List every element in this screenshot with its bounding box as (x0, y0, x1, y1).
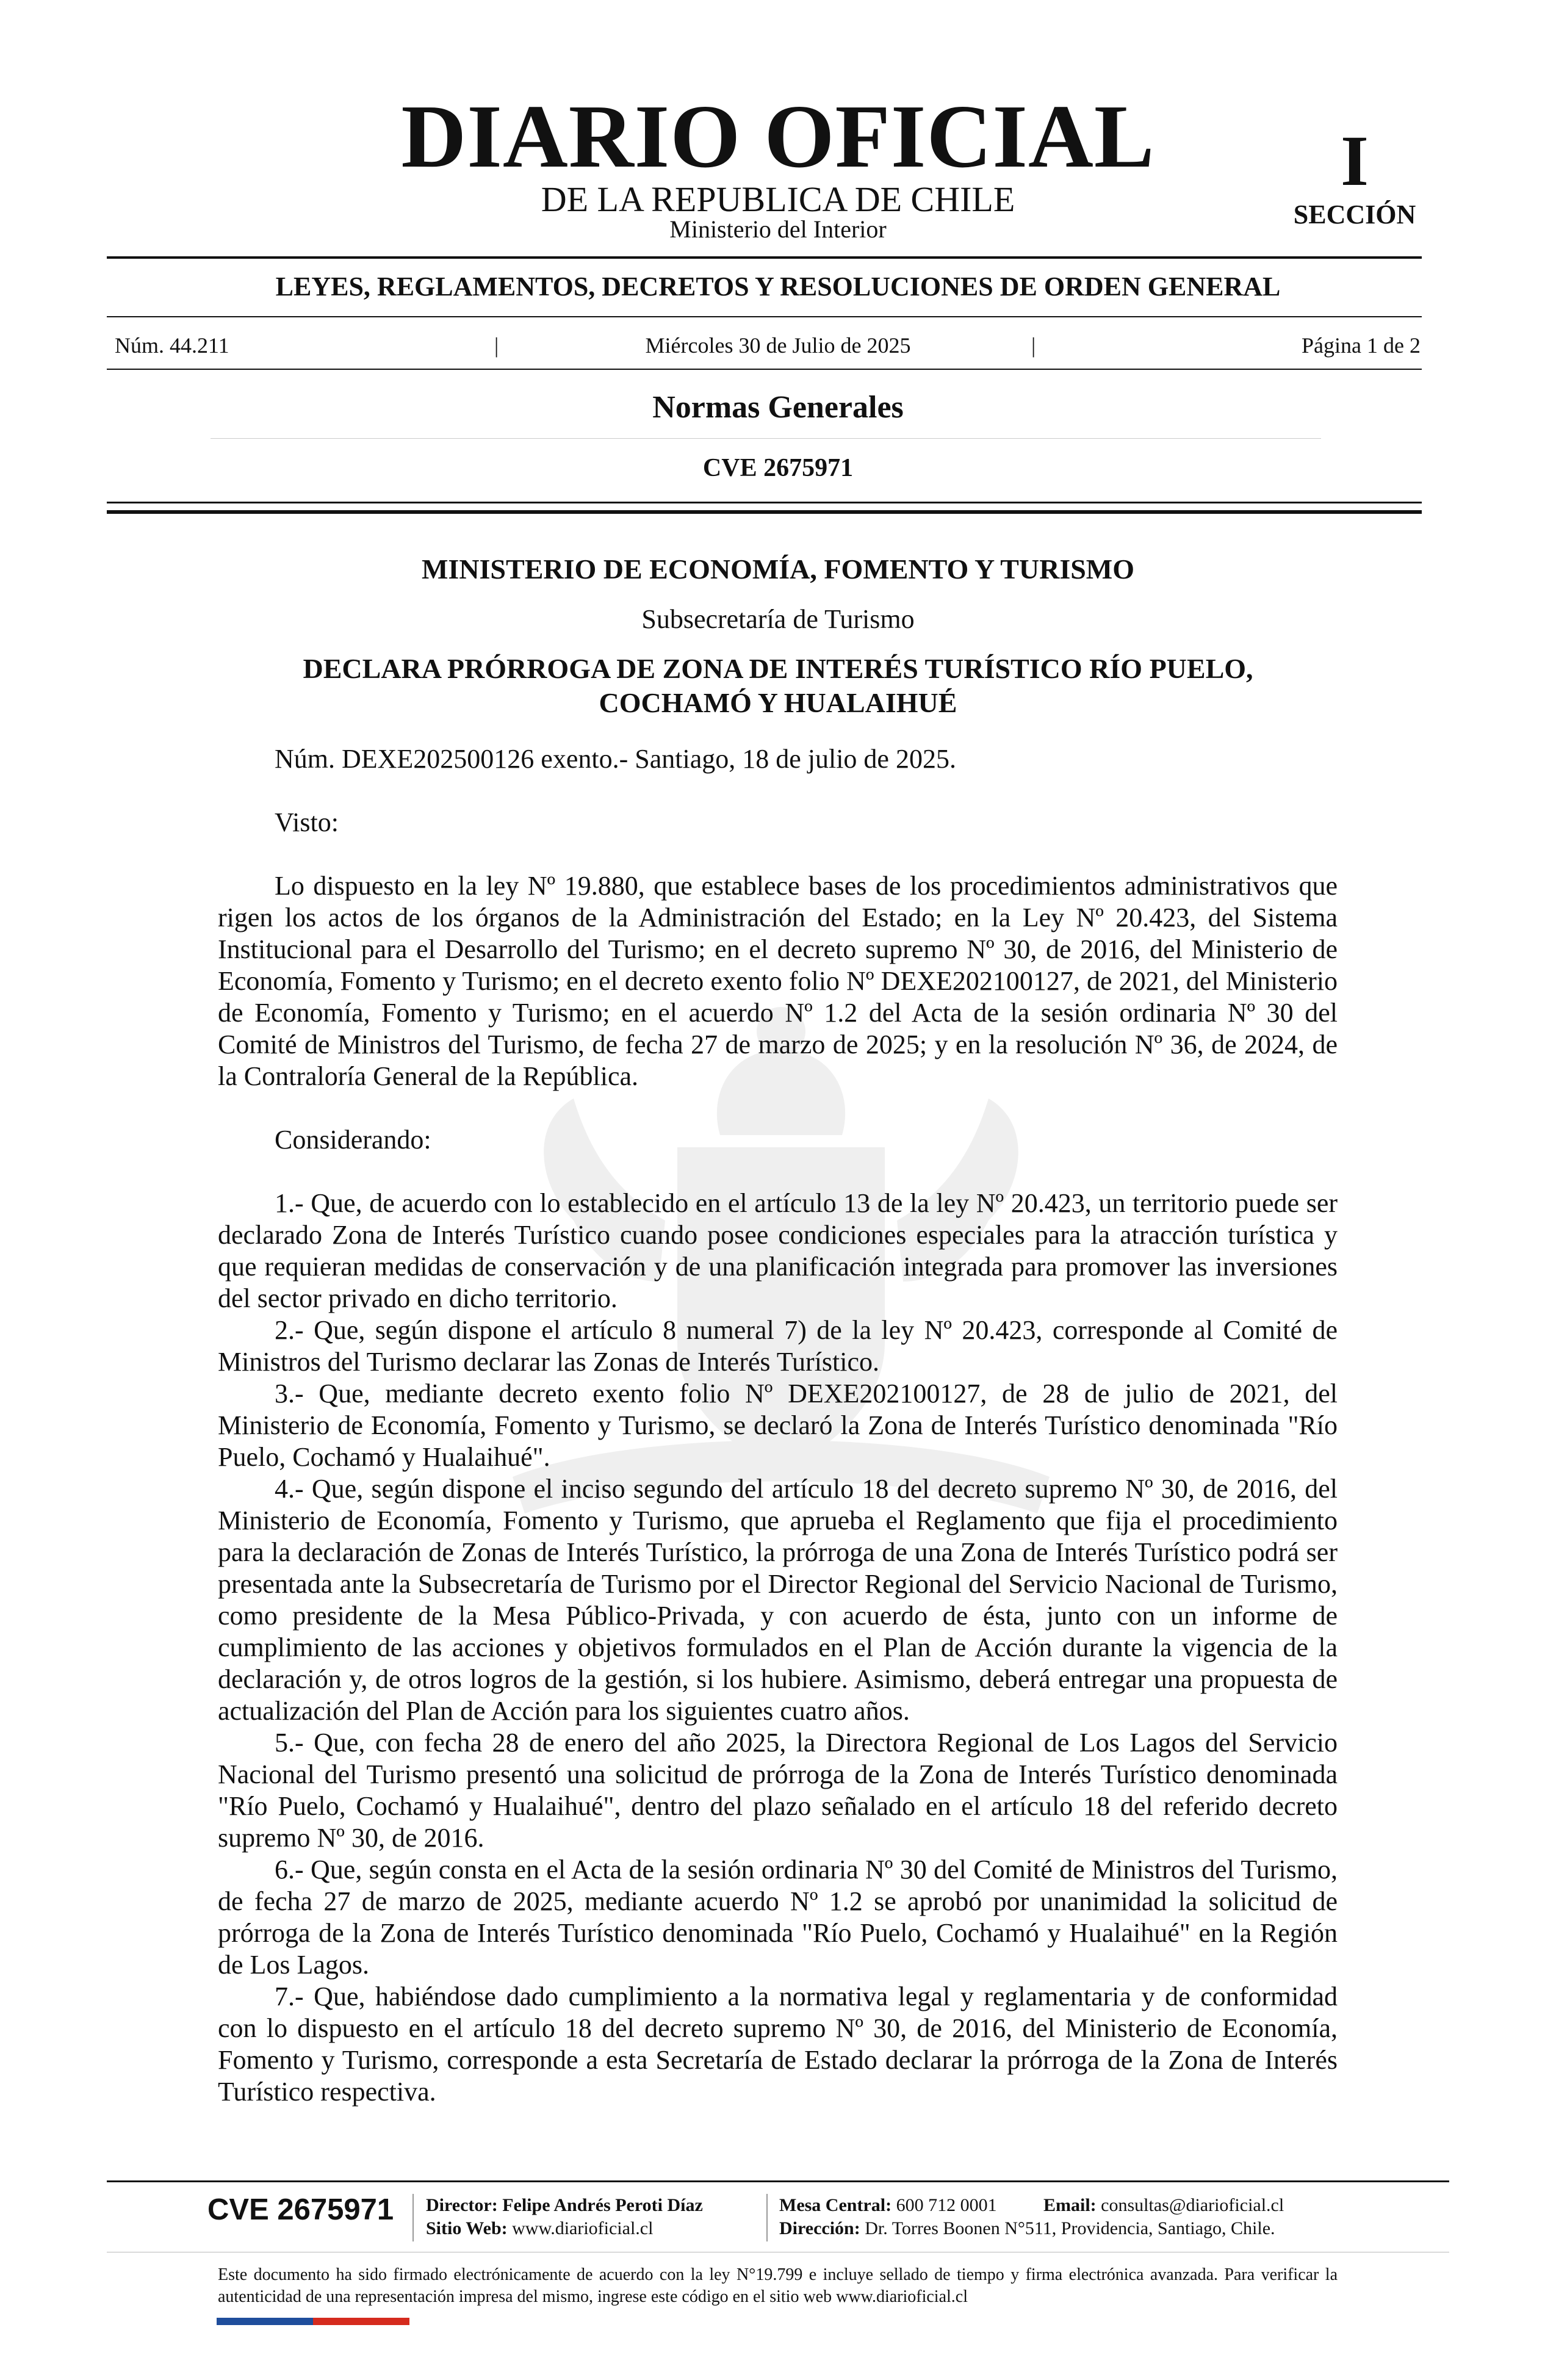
ministry-name: MINISTERIO DE ECONOMÍA, FOMENTO Y TURISMO (421, 554, 1134, 585)
visto-label: Visto: (275, 807, 339, 837)
address-label: Dirección: (779, 2218, 860, 2238)
considerando-item: 7.- Que, habiéndose dado cumplimiento a la normativa legal y reglamentaria y de conformidad con lo dispuesto en el artículo 18 del decreto supremo Nº 30, de 2016, del Ministerio de Economía, Fomento y Turismo, corresponde a esta Secretaría de Estado declarar la prórroga de la Zona de Interés Turístico respectiva. (218, 1982, 1338, 2107)
meta-separator: | (1031, 333, 1036, 358)
footer-separator (412, 2194, 414, 2241)
document-title (0, 652, 1556, 720)
phone-value: 600 712 0001 (896, 2195, 997, 2215)
meta-separator: | (494, 333, 499, 358)
issue-date: Miércoles 30 de Julio de 2025 (645, 333, 911, 358)
section-label: SECCIÓN (1293, 200, 1416, 229)
flag-blue-segment (217, 2318, 313, 2325)
masthead-ministry: Ministerio del Interior (669, 215, 887, 243)
section-divider (107, 510, 1422, 514)
issue-number: Núm. 44.211 (115, 333, 229, 358)
decree-number-line: Núm. DEXE202500126 exento.- Santiago, 18 de julio de 2025. (275, 744, 956, 774)
section-divider (211, 438, 1321, 439)
publication-subtitle: LEYES, REGLAMENTOS, DECRETOS Y RESOLUCIONES DE ORDEN GENERAL (275, 272, 1281, 301)
header-divider (107, 369, 1422, 370)
document-title-line: COCHAMÓ Y HUALAIHUÉ (599, 687, 957, 718)
considerando-item: 2.- Que, según dispone el artículo 8 numeral 7) de la ley Nº 20.423, corresponde al Comité de Ministros del Turismo declarar las Zonas de Interés Turístico. (218, 1315, 1338, 1377)
director-name: Felipe Andrés Peroti Díaz (502, 2195, 703, 2215)
document-title-line: DECLARA PRÓRROGA DE ZONA DE INTERÉS TURÍSTICO RÍO PUELO, (303, 653, 1253, 684)
considerando-label: Considerando: (275, 1125, 431, 1155)
considerando-item: 4.- Que, según dispone el inciso segundo del artículo 18 del decreto supremo Nº 30, de 2016, del Ministerio de Economía, Fomento y Turismo, que aprueba el Reglamento que fija el procedimiento para la declaración de Zonas de Interés Turístico, la prórroga de una Zona de Interés Turístico podrá ser presentada ante la Subsecretaría de Turismo por el Director Regional del Servicio Nacional de Turismo, como presidente de la Mesa Público-Privada, y con acuerdo de ésta, junto con un informe de cumplimiento de las acciones y objetivos formulados en el Plan de Acción durante la vigencia de la declaración y, de otros logros de la gestión, si los hubiere. Asimismo, deberá entregar una propuesta de actualización del Plan de Acción para los siguientes cuatro años. (218, 1474, 1338, 1726)
footer-email (1043, 2194, 1284, 2217)
considerando-item: 6.- Que, según consta en el Acta de la sesión ordinaria Nº 30 del Comité de Ministros del Turismo, de fecha 27 de marzo de 2025, mediante acuerdo Nº 1.2 se aprobó por unanimidad la solicitud de prórroga de la Zona de Interés Turístico denominada "Río Puelo, Cochamó y Hualaihué" en la Región de Los Lagos. (218, 1855, 1338, 1980)
header-divider (107, 256, 1422, 259)
visto-paragraph: Lo dispuesto en la ley Nº 19.880, que establece bases de los procedimientos administrativos que rigen los actos de los órganos de la Administración del Estado; en la Ley Nº 20.423, del Sistema Institucional para el Desarrollo del Turismo; en el decreto supremo Nº 30, de 2016, del Ministerio de Economía, Fomento y Turismo; en el decreto exento folio Nº DEXE202100127, de 2021, del Ministerio de Economía, Fomento y Turismo; en el acuerdo Nº 1.2 del Acta de la sesión ordinaria Nº 30 del Comité de Ministros del Turismo, de fecha 27 de marzo de 2025; y en la resolución Nº 36, de 2024, de la Contraloría General de la República. (218, 871, 1338, 1091)
considerando-item: 5.- Que, con fecha 28 de enero del año 2025, la Directora Regional de Los Lagos del Servicio Nacional del Turismo presentó una solicitud de prórroga de la Zona de Interés Turístico denominada "Río Puelo, Cochamó y Hualaihué", dentro del plazo señalado en el artículo 18 del referido decreto supremo Nº 30, de 2016. (218, 1728, 1338, 1853)
cve-code: CVE 2675971 (702, 454, 854, 482)
flag-red-segment (313, 2318, 409, 2325)
masthead-subtitle: DE LA REPUBLICA DE CHILE (541, 179, 1015, 219)
footer-address (779, 2217, 1275, 2240)
footer-divider (107, 2180, 1449, 2182)
page-number: Página 1 de 2 (1302, 333, 1421, 358)
website-link[interactable]: www.diarioficial.cl (512, 2218, 654, 2238)
signature-disclaimer: Este documento ha sido firmado electrónicamente de acuerdo con la ley N°19.799 e incluye sellado de tiempo y firma electrónica avanzada. Para verificar la autenticidad de una representación impresa del mismo, ingrese este código en el sitio web www.diarioficial.cl (218, 2265, 1338, 2306)
website-label: Sitio Web: (426, 2218, 508, 2238)
footer-website (426, 2217, 653, 2240)
email-label: Email: (1043, 2195, 1097, 2215)
address-value: Dr. Torres Boonen N°511, Providencia, Santiago, Chile. (865, 2218, 1275, 2238)
footer-separator (766, 2194, 768, 2241)
flag-color-bar (217, 2318, 409, 2325)
considerando-item: 3.- Que, mediante decreto exento folio Nº DEXE202100127, de 28 de julio de 2021, del Ministerio de Economía, Fomento y Turismo, se declaró la Zona de Interés Turístico denominada "Río Puelo, Cochamó y Hualaihué". (218, 1379, 1338, 1472)
footer-director (426, 2194, 703, 2217)
header-divider (107, 316, 1422, 317)
document-body (218, 743, 1338, 2108)
director-label: Director: (426, 2195, 498, 2215)
phone-label: Mesa Central: (779, 2195, 892, 2215)
footer-cve-code: CVE 2675971 (207, 2193, 394, 2226)
section-numeral: I (1341, 121, 1369, 201)
considerando-item: 1.- Que, de acuerdo con lo establecido en el artículo 13 de la ley Nº 20.423, un territorio puede ser declarado Zona de Interés Turístico cuando posee condiciones especiales para la atracción turística y que requieran medidas de conservación y de una planificación integrada para promover las inversiones del sector privado en dicho territorio. (218, 1188, 1338, 1313)
email-link[interactable]: consultas@diarioficial.cl (1101, 2195, 1284, 2215)
subsecretaria-name: Subsecretaría de Turismo (641, 604, 915, 634)
section-heading: Normas Generales (652, 390, 904, 425)
section-divider (107, 502, 1422, 503)
masthead-title: DIARIO OFICIAL (401, 87, 1155, 187)
footer-phone (779, 2194, 997, 2217)
